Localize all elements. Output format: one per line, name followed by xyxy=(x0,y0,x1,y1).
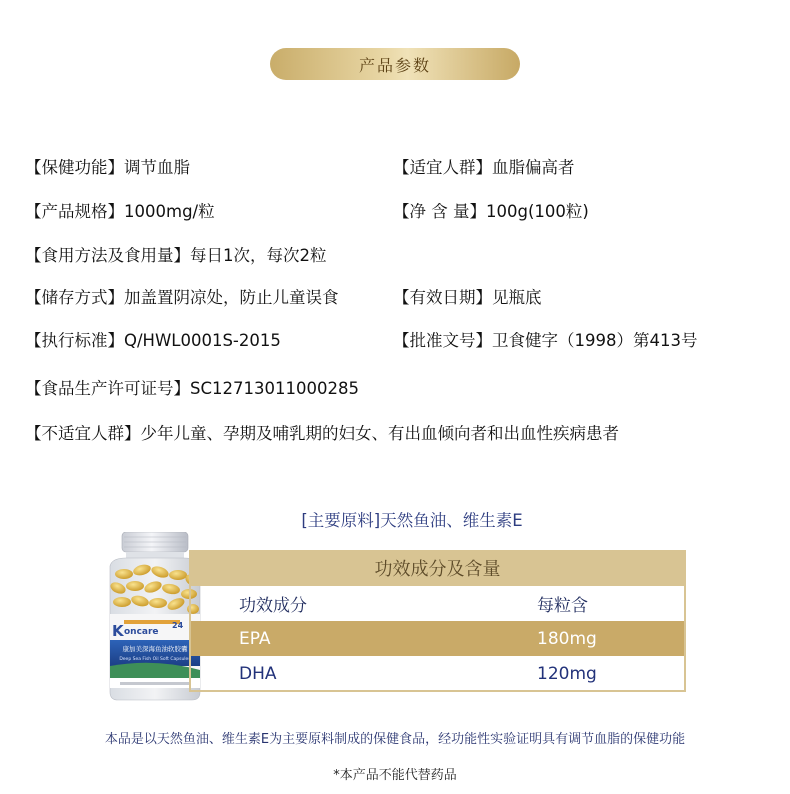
section-title: 产品参数 xyxy=(270,48,520,80)
row-name: DHA xyxy=(239,663,277,684)
row-name: EPA xyxy=(239,628,271,649)
row-amount: 180mg xyxy=(537,628,597,649)
svg-text:康加美深海鱼油软胶囊: 康加美深海鱼油软胶囊 xyxy=(122,645,188,653)
svg-text:Deep Sea Fish Oil Soft Capsule: Deep Sea Fish Oil Soft Capsules xyxy=(119,657,191,662)
product-statement: 本品是以天然鱼油、维生素E为主要原料制成的保健食品，经功能性实验证明具有调节血脂的保健功能 xyxy=(104,732,686,747)
param-function: 【保健功能】调节血脂 xyxy=(25,158,190,177)
header-amount: 每粒含 xyxy=(537,596,588,616)
param-spec: 【产品规格】1000mg/粒 xyxy=(25,202,215,221)
table-header-row xyxy=(189,586,686,621)
param-audience: 【适宜人群】血脂偏高者 xyxy=(393,158,575,177)
svg-text:24: 24 xyxy=(172,621,184,630)
brand-logo: K xyxy=(112,622,124,640)
param-storage: 【储存方式】加盖置阴凉处，防止儿童误食 xyxy=(25,288,339,307)
row-amount: 120mg xyxy=(537,663,597,684)
header-ingredient: 功效成分 xyxy=(239,596,307,616)
param-net: 【净 含 量】100g(100粒) xyxy=(393,202,589,221)
param-not-suitable: 【不适宜人群】少年儿童、孕期及哺乳期的妇女、有出血倾向者和出血性疾病患者 xyxy=(25,424,619,443)
svg-text:oncare: oncare xyxy=(124,627,159,637)
table-row xyxy=(189,621,686,656)
main-ingredients: [主要原料]天然鱼油、维生素E xyxy=(301,511,523,530)
param-usage: 【食用方法及食用量】每日1次，每次2粒 xyxy=(25,246,327,265)
param-approval: 【批准文号】卫食健字（1998）第413号 xyxy=(393,331,698,350)
table-title: 功效成分及含量 xyxy=(189,550,686,586)
param-expiry: 【有效日期】见瓶底 xyxy=(393,288,542,307)
disclaimer: *本产品不能代替药品 xyxy=(333,768,457,783)
nutrient-table xyxy=(189,550,686,692)
param-license: 【食品生产许可证号】SC12713011000285 xyxy=(25,379,359,398)
param-standard: 【执行标准】Q/HWL0001S-2015 xyxy=(25,331,281,350)
table-row xyxy=(189,656,686,691)
